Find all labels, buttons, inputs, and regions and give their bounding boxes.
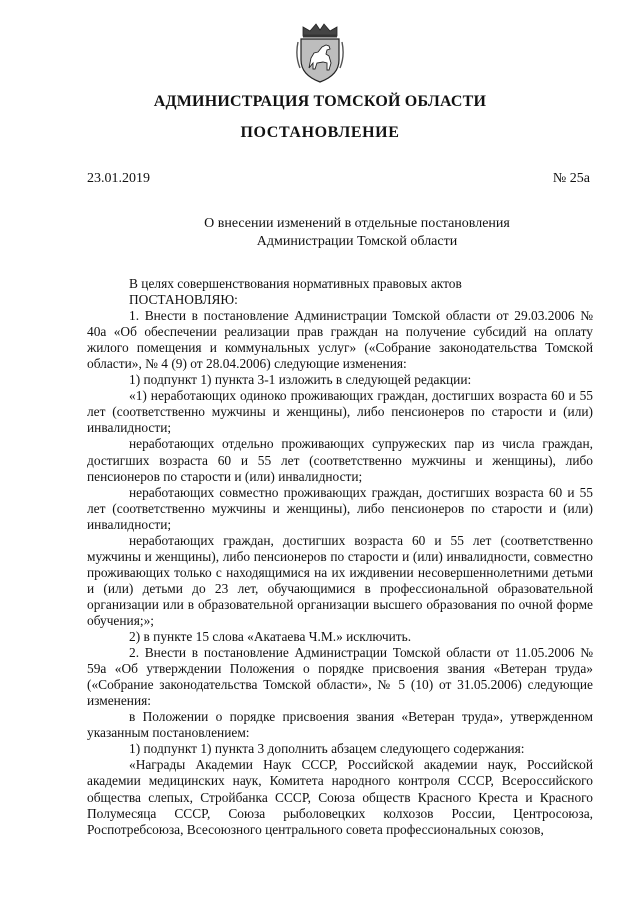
organization-title: АДМИНИСТРАЦИЯ ТОМСКОЙ ОБЛАСТИ <box>153 93 487 110</box>
body-paragraph: в Положении о порядке присвоения звания «Ветеран труда», утвержденном указанным постановлением: <box>87 709 593 741</box>
document-body <box>87 276 593 838</box>
coat-of-arms-icon <box>295 22 345 84</box>
body-paragraph: ПОСТАНОВЛЯЮ: <box>129 292 238 308</box>
document-date: 23.01.2019 <box>87 171 150 186</box>
body-paragraph: «1) неработающих одиноко проживающих граждан, достигших возраста 60 и 55 лет (соответственно мужчины и женщины), либо пенсионеров по старости и (или) инвалидности; <box>87 388 593 436</box>
document-subject <box>180 215 534 251</box>
document-type-title: ПОСТАНОВЛЕНИЕ <box>240 124 400 141</box>
body-paragraph: неработающих отдельно проживающих супружеских пар из числа граждан, достигших возраста 60 и 55 лет (соответственно мужчины и женщины), либо пенсионеров по старости и (или) инвалидности; <box>87 436 593 484</box>
body-paragraph: 1. Внести в постановление Администрации Томской области от 29.03.2006 № 40а «Об обеспечении реализации прав граждан на получение субсидий на оплату жилого помещения и коммунальных услуг» («Собрание законодательства Томской области», № 4 (9) от 28.04.2006) следующие изменения: <box>87 308 593 372</box>
body-paragraph: неработающих граждан, достигших возраста 60 и 55 лет (соответственно мужчины и женщины), либо пенсионеров по старости и (или) инвалидности, совместно проживающих только с находящимися на их иждивении несовершеннолетними детьми и (или) детьми до 23 лет, обучающимися в профессиональной образовательной организации или в образовательной организации высшего образования по очной форме обучения;»; <box>87 532 593 628</box>
body-paragraph: «Награды Академии Наук СССР, Российской академии наук, Российской академии медицинских наук, Комитета народного контроля СССР, Всероссийского общества слепых, Стройбанка СССР, Союза обществ Красного Креста и Красного Полумесяца СССР, Союза рыболовецких колхозов России, Центросоюза, Роспотребсоюза, Всесоюзного центрального совета профессиональных союзов, <box>87 757 593 837</box>
subject-line: Администрации Томской области <box>256 234 458 249</box>
subject-line: О внесении изменений в отдельные постановления <box>204 216 510 231</box>
body-paragraph: В целях совершенствования нормативных правовых актов <box>129 276 462 291</box>
body-paragraph: 2) в пункте 15 слова «Акатаева Ч.М.» исключить. <box>129 629 412 645</box>
body-paragraph: 1) подпункт 1) пункта 3 дополнить абзацем следующего содержания: <box>129 741 525 757</box>
body-paragraph: 1) подпункт 1) пункта 3-1 изложить в следующей редакции: <box>129 372 472 388</box>
document-number: № 25а <box>552 171 590 186</box>
body-paragraph: неработающих совместно проживающих граждан, достигших возраста 60 и 55 лет (соответственно мужчины и женщины), либо пенсионеров по старости и (или) инвалидности; <box>87 484 593 532</box>
body-paragraph: 2. Внести в постановление Администрации Томской области от 11.05.2006 № 59а «Об утверждении Положения о порядке присвоения звания «Ветеран труда» («Собрание законодательства Томской области», № 5 (10) от 31.05.2006) следующие изменения: <box>87 645 593 709</box>
